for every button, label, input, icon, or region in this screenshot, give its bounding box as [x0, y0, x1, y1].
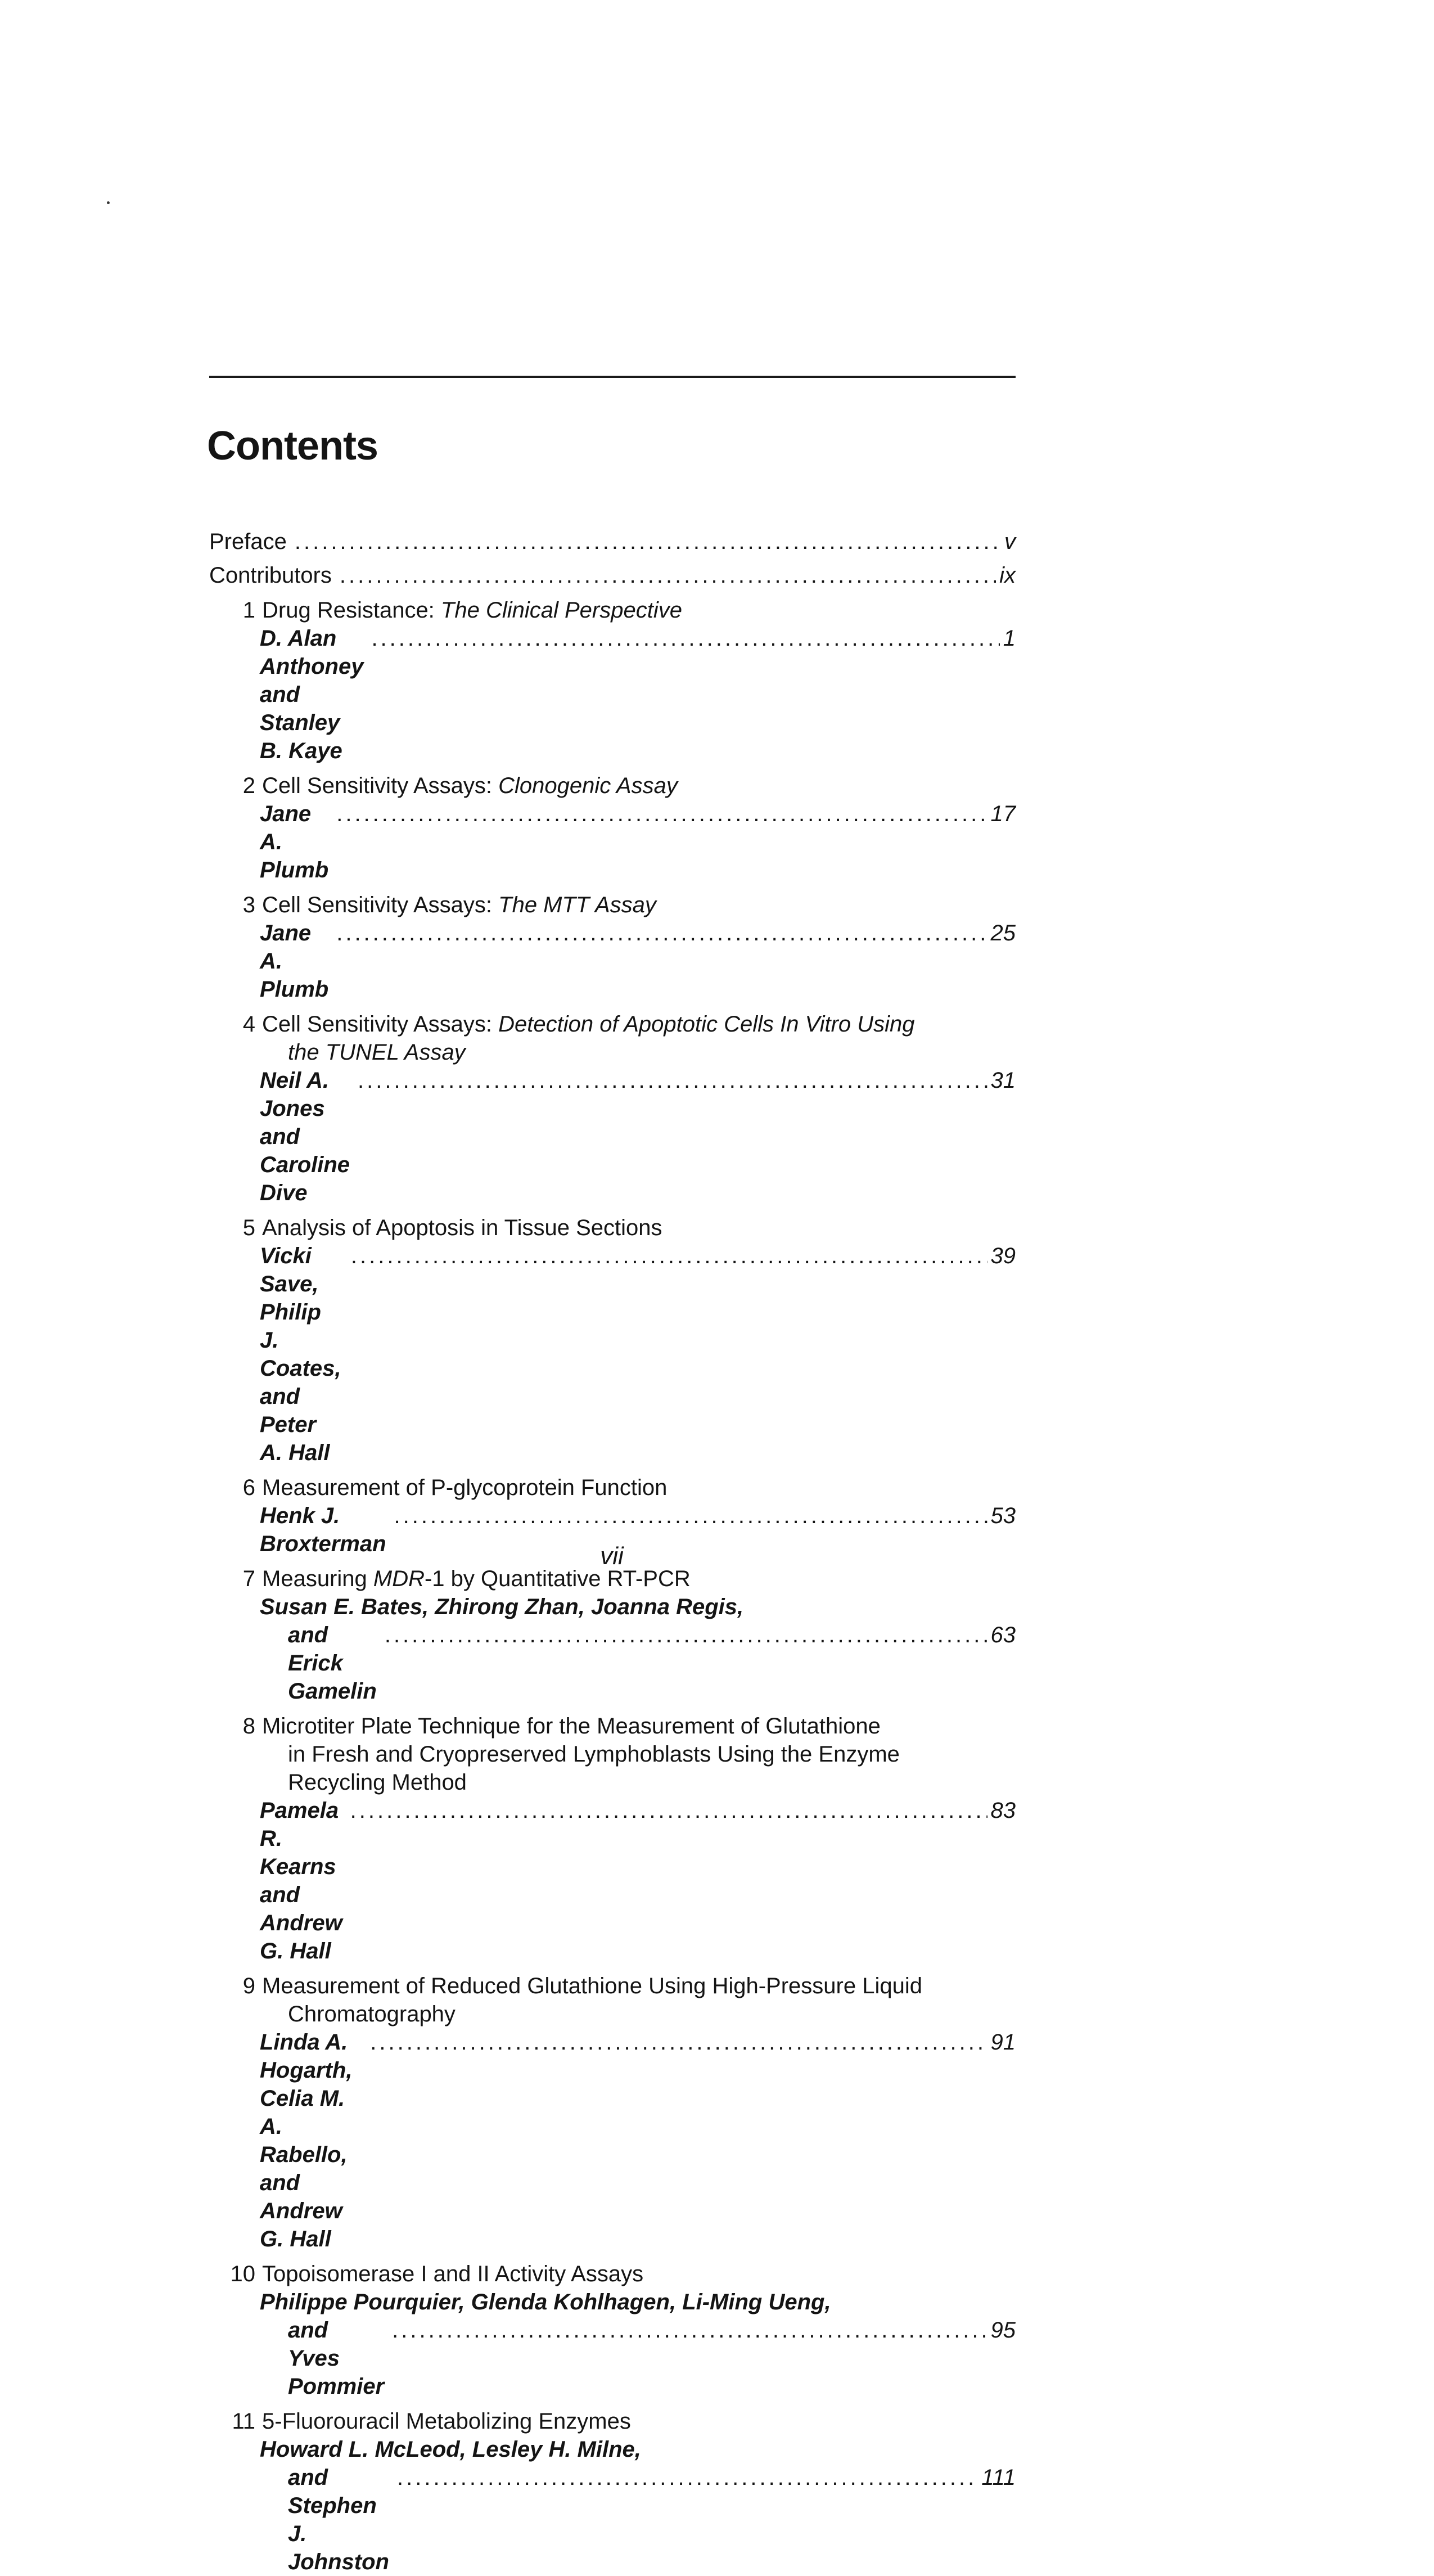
- chapter-number: 5: [242, 1215, 255, 1240]
- toc-chapter[interactable]: [209, 1010, 1016, 1207]
- dot-leader: [371, 624, 999, 652]
- dot-leader: [370, 2028, 987, 2056]
- chapter-page: 1: [1003, 626, 1016, 651]
- toc-chapter[interactable]: [209, 596, 1016, 765]
- chapter-page: 31: [990, 1068, 1016, 1093]
- chapter-page: 91: [990, 2030, 1016, 2055]
- toc-chapter[interactable]: [209, 1565, 1016, 1705]
- toc-chapter[interactable]: [209, 1712, 1016, 1965]
- toc-chapter[interactable]: [209, 772, 1016, 884]
- chapter-page: 53: [990, 1503, 1016, 1528]
- chapter-title: Measuring MDR-1 by Quantitative RT-PCR: [262, 1566, 691, 1591]
- chapter-page: 63: [990, 1623, 1016, 1647]
- entry-label: Contributors: [209, 563, 332, 588]
- chapter-page: 25: [990, 921, 1016, 945]
- chapter-number: 6: [242, 1475, 255, 1500]
- entry-page: v: [1004, 529, 1016, 554]
- chapter-authors-continued: and Stephen J. Johnston: [288, 2465, 389, 2574]
- chapter-title: 5-Fluorouracil Metabolizing Enzymes: [262, 2409, 631, 2434]
- toc-chapter[interactable]: [209, 1972, 1016, 2253]
- dot-leader: [397, 2464, 978, 2492]
- chapter-number: 7: [242, 1566, 255, 1591]
- chapter-authors: Jane A. Plumb: [260, 801, 329, 882]
- dot-leader: [340, 561, 996, 589]
- chapter-number: 1: [242, 598, 255, 623]
- chapter-authors: Vicki Save, Philip J. Coates, and Peter A. Hall: [260, 1244, 341, 1465]
- chapter-number: 8: [242, 1714, 255, 1739]
- chapter-authors: Linda A. Hogarth, Celia M. A. Rabello, and Andrew G. Hall: [260, 2030, 353, 2251]
- dot-leader: [358, 1066, 987, 1095]
- dot-leader: [350, 1796, 987, 1825]
- chapter-number: 3: [242, 893, 255, 917]
- toc-chapter[interactable]: [209, 2407, 1016, 2576]
- chapter-authors-continued: and Yves Pommier: [288, 2318, 385, 2399]
- header-rule: [209, 376, 1016, 378]
- chapter-authors: D. Alan Anthoney and Stanley B. Kaye: [260, 626, 364, 763]
- toc-chapter[interactable]: [209, 891, 1016, 1003]
- toc-entry-preface[interactable]: [209, 528, 1016, 556]
- chapter-number: 11: [232, 2409, 255, 2434]
- chapter-title: Measurement of Reduced Glutathione Using High-Pressure Liquid: [262, 1974, 922, 1998]
- dot-leader: [392, 2316, 987, 2344]
- toc-entry-contributors[interactable]: [209, 561, 1016, 589]
- page-title: Contents: [207, 424, 378, 469]
- chapter-authors: Philippe Pourquier, Glenda Kohlhagen, Li-Ming Ueng,: [260, 2290, 831, 2314]
- chapter-title: Cell Sensitivity Assays: The MTT Assay: [262, 893, 656, 917]
- stray-mark: [107, 201, 110, 204]
- chapter-title: Measurement of P-glycoprotein Function: [262, 1475, 668, 1500]
- toc-chapter[interactable]: [209, 1214, 1016, 1467]
- chapter-title-continued: in Fresh and Cryopreserved Lymphoblasts Using the Enzyme: [288, 1742, 900, 1767]
- entry-page: ix: [999, 563, 1016, 588]
- chapter-authors-continued: and Erick Gamelin: [288, 1623, 377, 1704]
- chapter-authors: Pamela R. Kearns and Andrew G. Hall: [260, 1798, 342, 1963]
- chapter-authors: Susan E. Bates, Zhirong Zhan, Joanna Regis,: [260, 1595, 744, 1619]
- chapter-title: Microtiter Plate Technique for the Measurement of Glutathione: [262, 1714, 881, 1739]
- dot-leader: [394, 1502, 987, 1530]
- dot-leader: [385, 1621, 987, 1649]
- chapter-authors: Henk J. Broxterman: [260, 1503, 386, 1556]
- chapter-authors: Neil A. Jones and Caroline Dive: [260, 1068, 350, 1205]
- chapter-page: 95: [990, 2318, 1016, 2343]
- chapter-title: Drug Resistance: The Clinical Perspective: [262, 598, 682, 623]
- dot-leader: [351, 1242, 987, 1270]
- chapter-number: 9: [242, 1974, 255, 1998]
- chapter-number: 10: [230, 2262, 255, 2286]
- chapter-page: 17: [990, 801, 1016, 826]
- chapter-title-continued: Recycling Method: [288, 1770, 467, 1795]
- dot-leader: [336, 800, 987, 828]
- chapter-page: 39: [990, 1244, 1016, 1268]
- chapter-page: 83: [990, 1798, 1016, 1823]
- entry-label: Preface: [209, 529, 287, 554]
- chapter-title: Cell Sensitivity Assays: Clonogenic Assay: [262, 773, 678, 798]
- dot-leader: [336, 919, 987, 947]
- chapter-authors: Jane A. Plumb: [260, 921, 329, 1002]
- chapter-title-continued: the TUNEL Assay: [288, 1040, 466, 1065]
- page-folio: vii: [600, 1542, 624, 1570]
- chapter-title: Topoisomerase I and II Activity Assays: [262, 2262, 644, 2286]
- toc-chapter[interactable]: [209, 2260, 1016, 2401]
- dot-leader: [295, 528, 1001, 556]
- chapter-title: Analysis of Apoptosis in Tissue Sections: [262, 1215, 662, 1240]
- chapter-page: 111: [981, 2465, 1016, 2490]
- chapter-title-continued: Chromatography: [288, 2002, 456, 2026]
- chapter-number: 2: [242, 773, 255, 798]
- chapter-title: Cell Sensitivity Assays: Detection of Apoptotic Cells In Vitro Using: [262, 1012, 915, 1037]
- chapter-number: 4: [242, 1012, 255, 1037]
- chapter-authors: Howard L. McLeod, Lesley H. Milne,: [260, 2437, 641, 2462]
